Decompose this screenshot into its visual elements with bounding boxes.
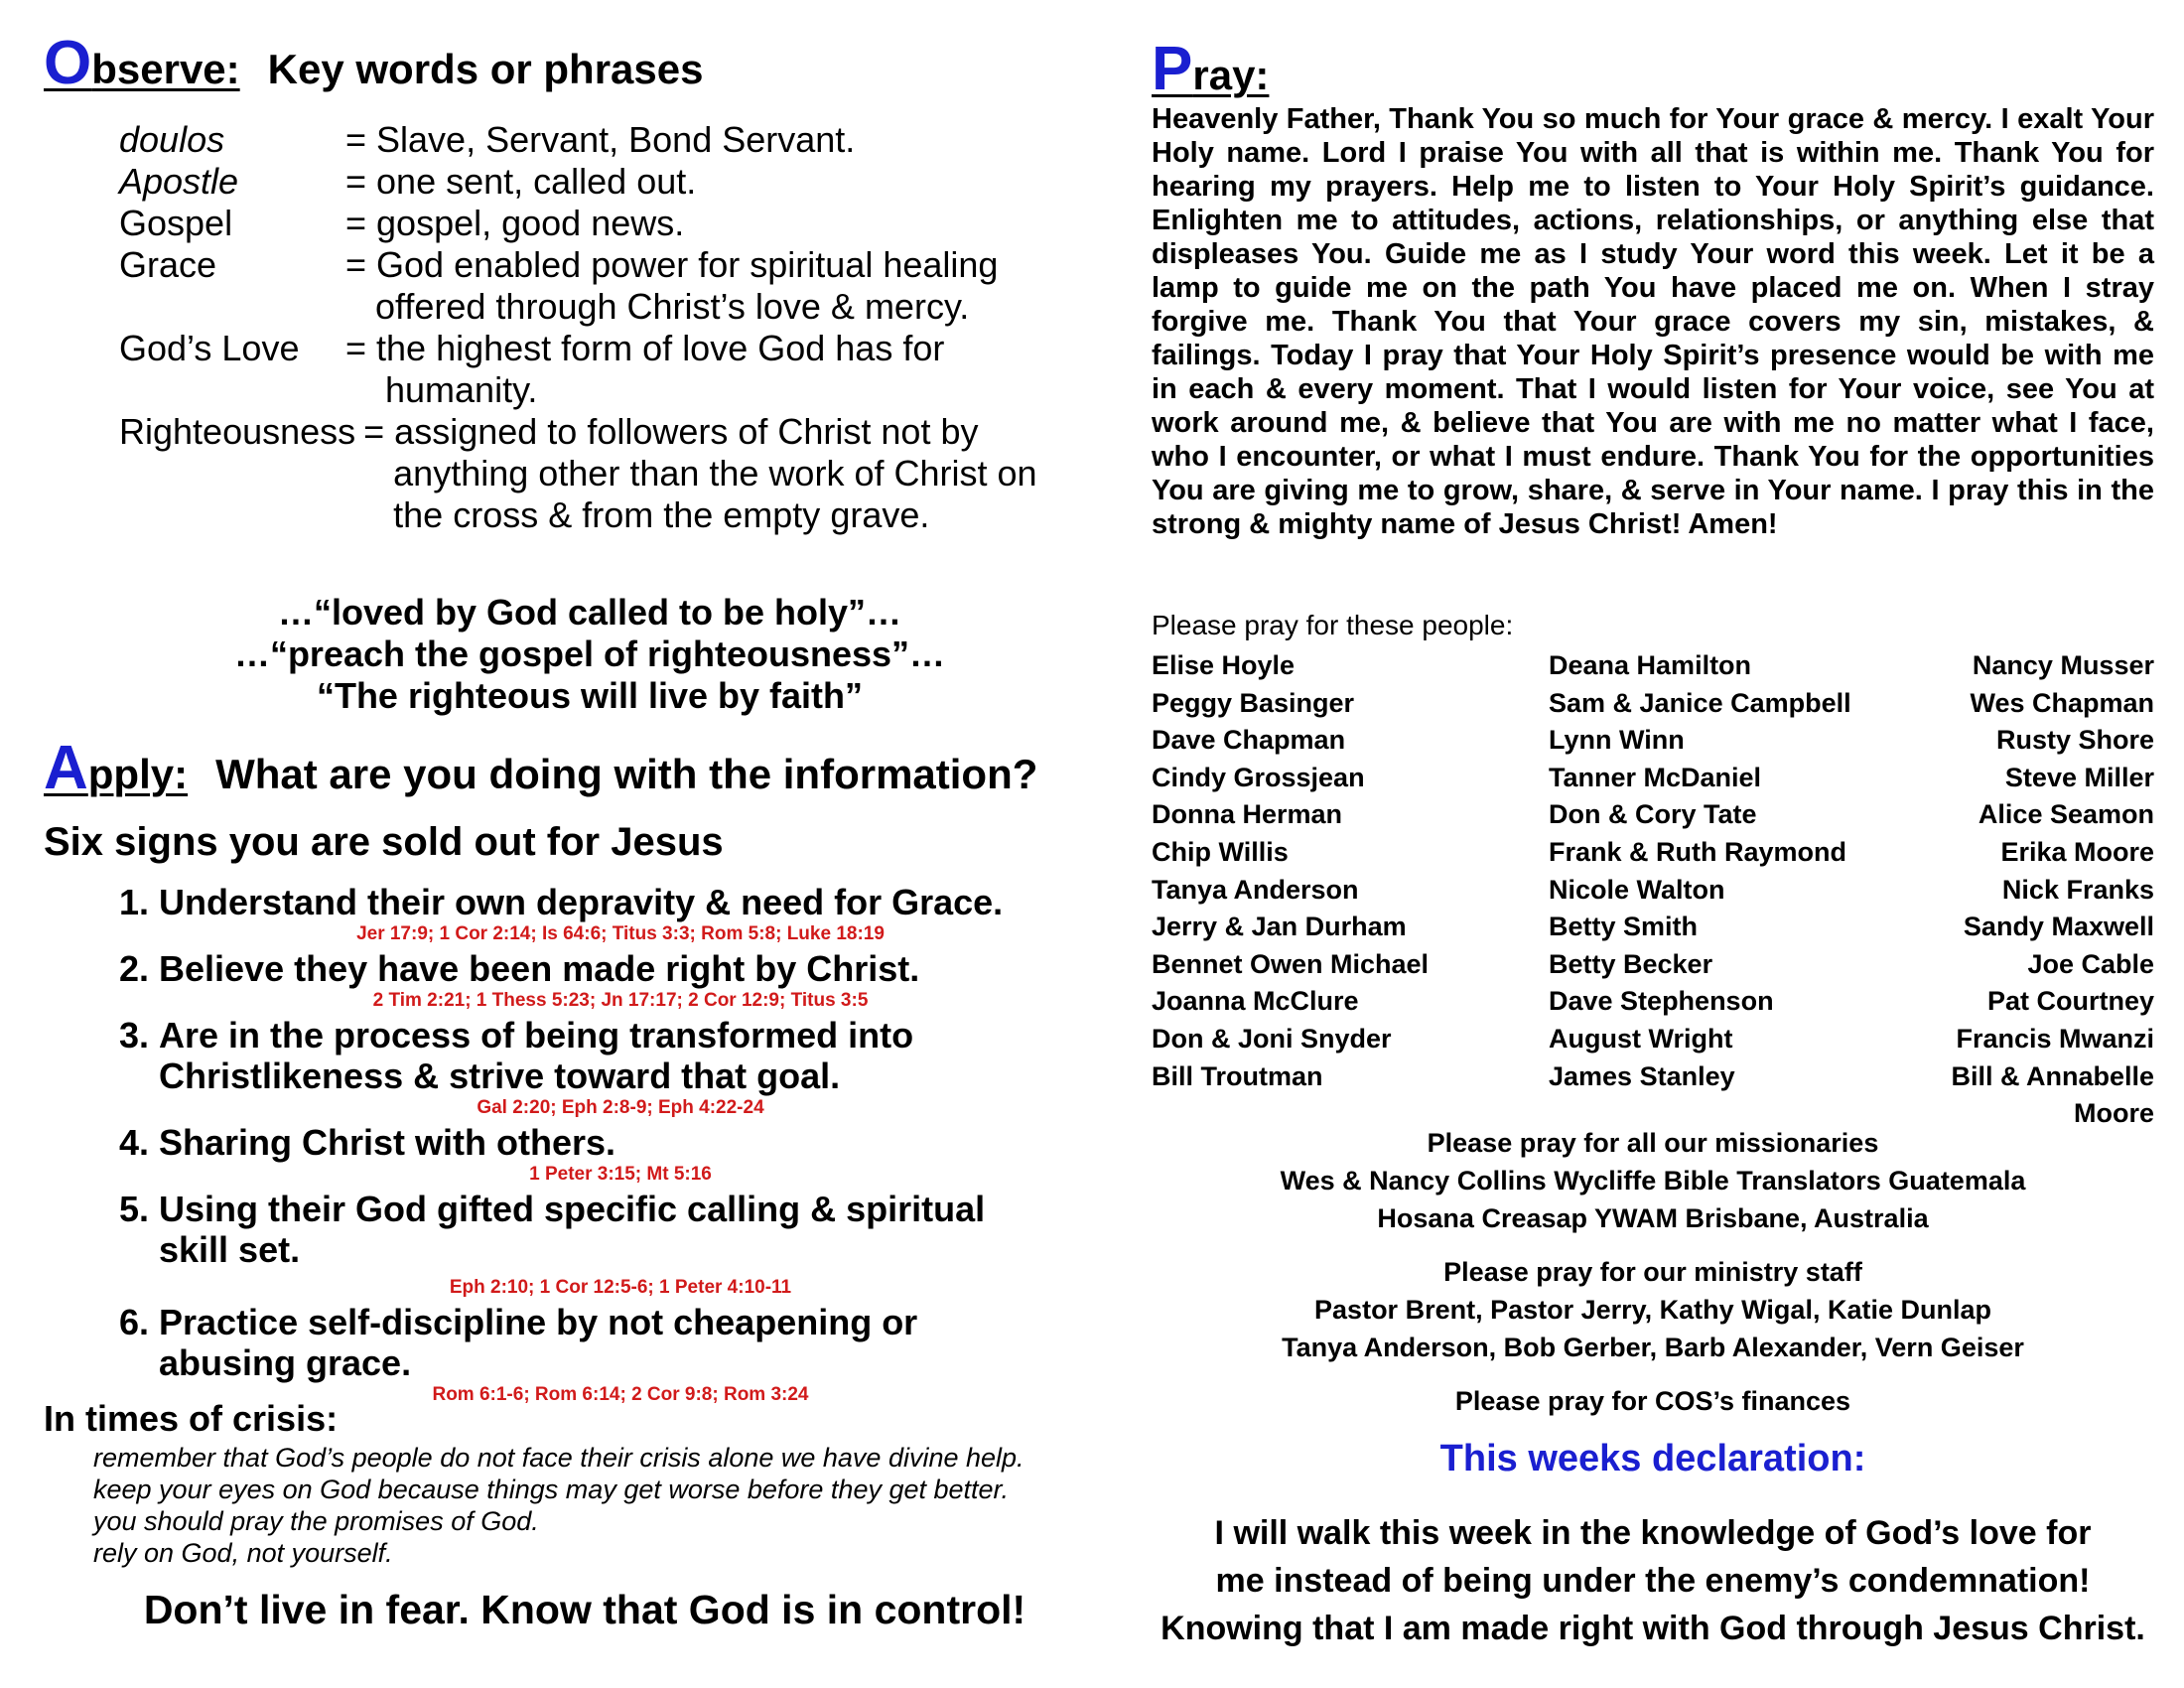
term-definition: = one sent, called out. [345,161,697,202]
scripture-reference: Jer 17:9; 1 Cor 2:14; Is 64:6; Titus 3:3; Rom 5:8; Luke 18:19 [356,923,885,944]
prayer-name: Steve Miller [2004,762,2154,792]
prayer-name: Betty Becker [1549,948,1713,979]
prayer-name: Jerry & Jan Durham [1152,912,1407,942]
prayer-name: Cindy Grossjean [1152,762,1365,792]
missionaries-title: Please pray for all our missionaries [1427,1128,1879,1158]
prayer-name: Francis Mwanzi [1956,1023,2154,1054]
sign-text: Sharing Christ with others. [159,1122,616,1163]
prayer-name: Betty Smith [1549,912,1699,942]
term-word: Apostle [119,161,239,202]
sign-text-cont: skill set. [159,1229,301,1270]
scripture-reference: 1 Peter 3:15; Mt 5:16 [529,1164,712,1185]
prayer-name: James Stanley [1549,1060,1735,1091]
sign-item [119,1015,1152,1120]
staff-line: Pastor Brent, Pastor Jerry, Kathy Wigal, Katie Dunlap [1314,1295,1991,1325]
signs-title: Six signs you are sold out for Jesus [44,820,724,864]
term-word: Righteousness [119,411,356,452]
sign-number: 2. [119,948,150,989]
sign-text-cont: abusing grace. [159,1342,412,1383]
prayer-name: Erika Moore [2000,836,2154,867]
prayer-name: Peggy Basinger [1152,687,1355,718]
prayer-name: Wes Chapman [1970,687,2154,718]
term-row [119,328,1076,411]
prayer-name: Bennet Owen Michael [1152,948,1430,979]
pray-heading [1152,34,1269,104]
prayer-name: Nick Franks [2001,874,2154,905]
declaration-line: I will walk this week in the knowledge of God’s love for [1214,1514,2092,1552]
crisis-list [93,1442,1024,1569]
prayer-name: Pat Courtney [1986,986,2154,1017]
prayer-name: August Wright [1549,1023,1733,1054]
term-definition: = gospel, good news. [345,203,685,243]
observe-title: Observe: [44,29,240,97]
declaration-line: me instead of being under the enemy’s condemnation! [1215,1562,2091,1600]
term-word: Gospel [119,203,233,243]
prayer-name: Tanner McDaniel [1549,762,1762,792]
pray-title: Pray: [1152,35,1270,103]
prayer-name: Dave Stephenson [1549,986,1774,1017]
prayer-name: Deana Hamilton [1549,650,1752,680]
declaration-text [1152,1509,2154,1652]
six-signs-list [119,882,1152,1407]
prayer-name: Nancy Musser [1972,650,2154,680]
missionary-line: Hosana Creasap YWAM Brisbane, Australia [1377,1203,1929,1233]
term-row [119,244,1076,328]
prayer-name: Joanna McClure [1152,986,1359,1017]
term-definition: = assigned to followers of Christ not by anything other than the work of Christ on the cross & from the empty grave. [363,411,1037,535]
missionary-line: Wes & Nancy Collins Wycliffe Bible Translators Guatemala [1280,1166,2026,1196]
sign-number: 6. [119,1302,150,1342]
apply-subtitle: What are you doing with the information? [215,751,1038,797]
crisis-item: rely on God, not yourself. [93,1538,393,1568]
quote-line: “The righteous will live by faith” [316,675,864,716]
scripture-reference: Rom 6:1-6; Rom 6:14; 2 Cor 9:8; Rom 3:24 [432,1384,809,1405]
prayer-name: Bill Troutman [1152,1060,1323,1091]
apply-title: Apply: [44,734,189,802]
sign-item [119,1122,1152,1187]
sign-item [119,882,1152,946]
sign-text: Are in the process of being transformed into [159,1015,914,1055]
prayer-name: Sandy Maxwell [1963,912,2154,942]
sign-number: 1. [119,882,150,922]
key-quotes [143,592,1036,717]
crisis-title: In times of crisis: [44,1398,339,1439]
crisis-item: you should pray the promises of God. [93,1506,539,1536]
term-definition: = Slave, Servant, Bond Servant. [345,119,856,160]
term-word: doulos [119,119,225,160]
prayer-name: Bill & Annabelle Moore [1951,1060,2154,1129]
prayer-name: Alice Seamon [1978,799,2154,830]
prayer-name: Dave Chapman [1152,725,1346,756]
prayer-name: Rusty Shore [1995,725,2154,756]
finances-line: Please pray for COS’s finances [1454,1386,1851,1416]
sign-text: Practice self-discipline by not cheapening or [159,1302,918,1342]
sign-number: 3. [119,1015,150,1055]
quote-line: …“loved by God called to be holy”… [277,592,902,633]
prayer-name: Don & Cory Tate [1549,799,1757,830]
term-definition: = the highest form of love God has for [345,328,945,368]
sign-item [119,1189,1152,1300]
people-intro: Please pray for these people: [1152,610,1514,640]
scripture-reference: 2 Tim 2:21; 1 Thess 5:23; Jn 17:17; 2 Cor 12:9; Titus 3:5 [372,990,869,1011]
declaration-title: This weeks declaration: [1439,1438,1866,1479]
crisis-item: keep your eyes on God because things may get worse before they get better. [93,1475,1010,1504]
prayer-name: Elise Hoyle [1152,650,1296,680]
sign-number: 5. [119,1189,150,1229]
crisis-item: remember that God’s people do not face their crisis alone we have divine help. [93,1443,1024,1473]
term-definition: = God enabled power for spiritual healing [345,244,999,285]
prayer-name: Frank & Ruth Raymond [1549,836,1847,867]
sign-text: Using their God gifted specific calling & spiritual [159,1189,986,1229]
closing-statement: Don’t live in fear. Know that God is in control! [143,1587,1026,1632]
sign-text-cont: Christlikeness & strive toward that goal. [159,1055,841,1096]
sign-item [119,948,1152,1013]
term-definition-cont: offered through Christ’s love & mercy. [375,286,970,327]
prayer-text: Heavenly Father, Thank You so much for Your grace & mercy. I exalt Your Holy name. Lord I praise You with all that is within me. Thank You for hearing my prayers. Help me to listen to Your Holy Spirit’s guidance. Enlighten me to attitudes, actions, relationships, or anything else that displeases You. Guide me as I study Your word this week. Let it be a lamp to guide me on the path You have placed me on. When I stray forgive me. Thank You that Your grace covers my sin, mistakes, & failings. Today I pray that Your Holy Spirit’s presence would be with me in each & every moment. That I would listen for Your voice, see You at work around me, & believe that You are with me no matter what I face, who I encounter, or what I must endure. Thank You for the opportunities You are giving me to grow, share, & serve in Your name. I pray this in the strong & mighty name of Jesus Christ! Amen! [1152,103,2154,540]
staff-block [1152,1253,2154,1366]
observe-heading [44,28,703,98]
staff-line: Tanya Anderson, Bob Gerber, Barb Alexander, Vern Geiser [1282,1333,2024,1362]
term-row [119,161,1076,203]
missionaries-block [1152,1124,2154,1237]
staff-title: Please pray for our ministry staff [1443,1257,1862,1287]
scripture-reference: Eph 2:10; 1 Cor 12:5-6; 1 Peter 4:10-11 [449,1277,792,1298]
term-definition-cont: humanity. [385,369,538,410]
sign-item [119,1302,1152,1407]
sign-text: Believe they have been made right by Christ. [159,948,920,989]
key-terms-list [119,119,1076,536]
scripture-reference: Gal 2:20; Eph 2:8-9; Eph 4:22-24 [477,1097,764,1118]
term-row-righteousness [119,411,1076,536]
prayer-name: Don & Joni Snyder [1152,1023,1392,1054]
prayer-name: Donna Herman [1152,799,1343,830]
term-row [119,203,1076,244]
prayer-name: Joe Cable [2027,948,2154,979]
prayer-name: Chip Willis [1152,836,1289,867]
prayer-name: Sam & Janice Campbell [1549,687,1851,718]
term-row [119,119,1076,161]
term-word: Grace [119,244,217,285]
prayer-name: Lynn Winn [1549,725,1685,756]
apply-heading [44,733,1037,803]
prayer-names-grid [1152,647,2154,1133]
observe-subtitle: Key words or phrases [267,46,704,92]
sign-text: Understand their own depravity & need for Grace. [159,882,1004,922]
prayer-name: Tanya Anderson [1152,874,1359,905]
quote-line: …“preach the gospel of righteousness”… [233,633,946,674]
sign-number: 4. [119,1122,150,1163]
prayer-name: Nicole Walton [1549,874,1725,905]
declaration-line: Knowing that I am made right with God through Jesus Christ. [1160,1610,2145,1647]
term-word: God’s Love [119,328,300,368]
